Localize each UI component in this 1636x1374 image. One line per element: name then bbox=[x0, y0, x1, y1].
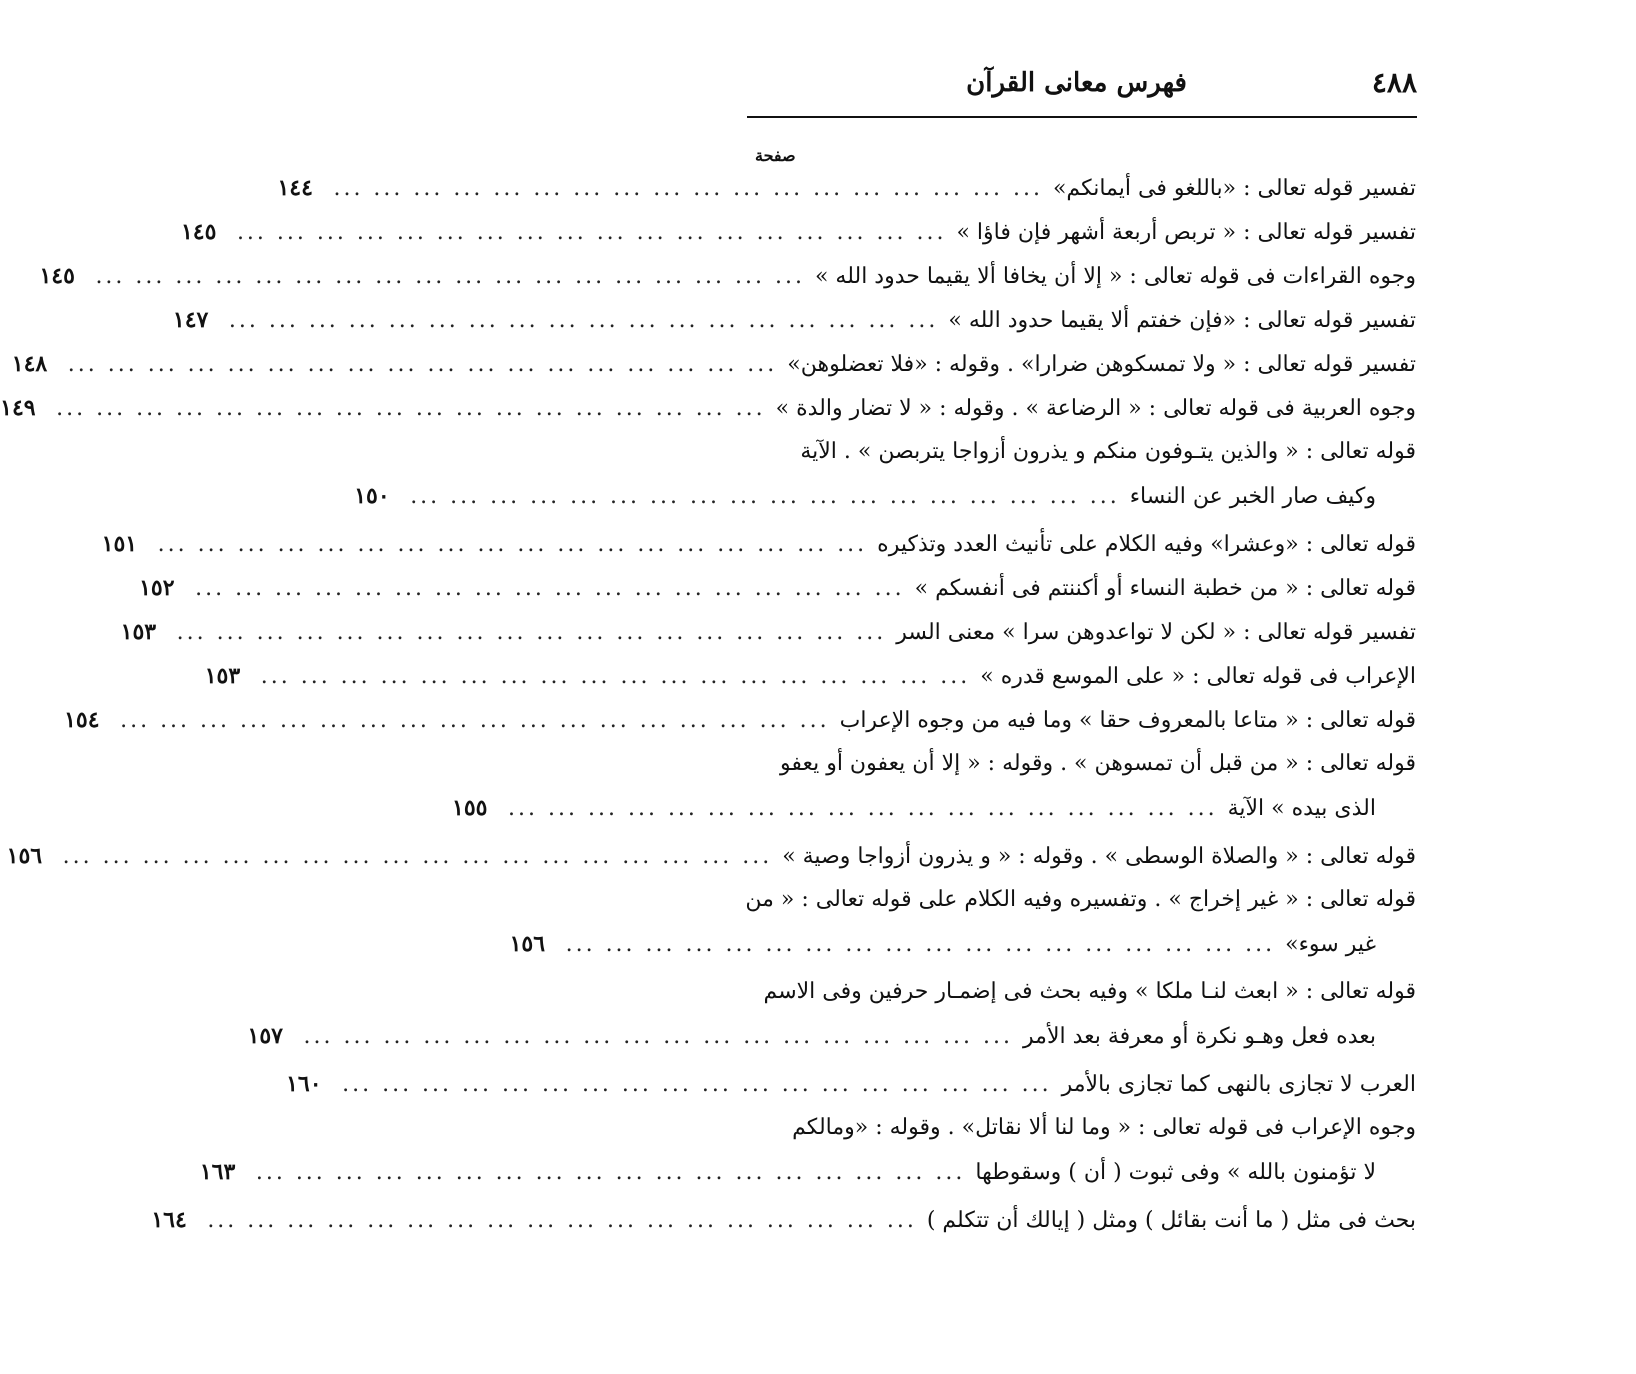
entry-text: لا تؤمنون بالله » وفى ثبوت ( أن ) وسقوطها bbox=[975, 1160, 1376, 1185]
index-entry bbox=[6, 834, 1416, 878]
entry-page-number: ١٥٦ bbox=[6, 843, 43, 869]
entry-text: تفسير قوله تعالى : «باللغو فى أيمانكم» bbox=[1052, 176, 1416, 201]
index-entry bbox=[452, 742, 1416, 834]
entry-text: قوله تعالى : «وعشرا» وفيه الكلام على تأنيث العدد وتذكيره bbox=[877, 532, 1416, 557]
leader-dots: ... ... ... ... ... ... ... ... ... ... ... ... ... ... ... ... ... ... bbox=[195, 576, 905, 601]
entry-text: الإعراب فى قوله تعالى : « على الموسع قدره » bbox=[980, 664, 1416, 689]
entry-page-number: ١٦٣ bbox=[199, 1159, 236, 1185]
leader-dots: ... ... ... ... ... ... ... ... ... ... ... ... ... ... ... ... ... ... bbox=[260, 664, 971, 689]
entry-line bbox=[745, 878, 1416, 922]
leader-dots: ... ... ... ... ... ... ... ... ... ... ... ... ... ... ... ... ... ... bbox=[228, 308, 939, 333]
index-entry bbox=[151, 1198, 1416, 1242]
index-entry bbox=[509, 878, 1416, 970]
entry-text: قوله تعالى : « غير إخراج » . وتفسيره وفيه الكلام على قوله تعالى : « من bbox=[745, 887, 1416, 912]
entry-page-number: ١٤٨ bbox=[11, 351, 48, 377]
entry-text: تفسير قوله تعالى : « لكن لا تواعدوهن سرا » معنى السر bbox=[896, 620, 1416, 645]
leader-dots: ... ... ... ... ... ... ... ... ... ... ... ... ... ... ... ... ... ... bbox=[236, 220, 947, 245]
index-entry bbox=[180, 210, 1416, 254]
page-header bbox=[751, 66, 1417, 110]
page-number: ٤٨٨ bbox=[1371, 66, 1417, 99]
index-entry bbox=[204, 654, 1416, 698]
entry-text: العرب لا تجازى بالنهى كما تجازى بالأمر bbox=[1061, 1072, 1416, 1097]
entry-continuation-line bbox=[509, 922, 1416, 966]
entry-text: غير سوء» bbox=[1285, 932, 1376, 957]
entry-text: قوله تعالى : « ابعث لنـا ملكا » وفيه بحث فى إضمـار حرفين وفى الاسم bbox=[763, 979, 1416, 1004]
entry-page-number: ١٥٧ bbox=[247, 1023, 283, 1049]
entry-text: وكيف صار الخبر عن النساء bbox=[1129, 484, 1376, 509]
entry-line bbox=[286, 1062, 1416, 1106]
leader-dots: ... ... ... ... ... ... ... ... ... ... ... ... ... ... ... ... ... ... bbox=[207, 1208, 917, 1233]
entry-text: بحث فى مثل ( ما أنت بقائل ) ومثل ( إيالك أن تتكلم ) bbox=[926, 1208, 1416, 1233]
entry-text: تفسير قوله تعالى : « تربص أربعة أشهر فإن فاؤا » bbox=[956, 220, 1416, 245]
entry-line bbox=[751, 1106, 1416, 1150]
entry-text: بعده فعل وهـو نكرة أو معرفة بعد الأمر bbox=[1023, 1024, 1376, 1049]
entry-page-number: ١٥١ bbox=[101, 531, 138, 557]
entry-page-number: ١٤٤ bbox=[277, 175, 313, 201]
entry-page-number: ١٥٣ bbox=[204, 663, 241, 689]
leader-dots: ... ... ... ... ... ... ... ... ... ... ... ... ... ... ... ... ... ... bbox=[56, 396, 766, 421]
leader-dots: ... ... ... ... ... ... ... ... ... ... ... ... ... ... ... ... ... ... bbox=[67, 352, 778, 377]
entry-line bbox=[751, 970, 1416, 1014]
leader-dots: ... ... ... ... ... ... ... ... ... ... ... ... ... ... ... ... ... ... bbox=[565, 932, 1276, 957]
entry-page-number: ١٥٠ bbox=[354, 483, 390, 509]
index-entry bbox=[120, 610, 1416, 654]
entry-text: وجوه العربية فى قوله تعالى : « الرضاعة » . وقوله : « لا تضار والدة » bbox=[775, 396, 1416, 421]
entry-line bbox=[751, 742, 1416, 786]
entry-text: قوله تعالى : « من قبل أن تمسوهن » . وقوله : « إلا أن يعفون أو يعفو bbox=[779, 751, 1416, 776]
entry-page-number: ١٥٤ bbox=[64, 707, 100, 733]
entry-text: قوله تعالى : « والذين يتـوفون منكم و يذرون أزواجا يتربصن » . الآية bbox=[800, 439, 1416, 464]
entry-continuation-line bbox=[354, 474, 1416, 518]
leader-dots: ... ... ... ... ... ... ... ... ... ... ... ... ... ... ... ... ... ... bbox=[410, 484, 1120, 509]
entry-text: تفسير قوله تعالى : «فإن خفتم ألا يقيما حدود الله » bbox=[948, 308, 1416, 333]
entry-page-number: ١٥٦ bbox=[509, 931, 546, 957]
leader-dots: ... ... ... ... ... ... ... ... ... ... ... ... ... ... ... ... ... ... bbox=[62, 844, 773, 869]
entry-line bbox=[751, 430, 1416, 474]
entry-line bbox=[64, 698, 1416, 742]
entry-page-number: ١٥٥ bbox=[452, 795, 488, 821]
leader-dots: ... ... ... ... ... ... ... ... ... ... ... ... ... ... ... ... ... ... bbox=[120, 708, 830, 733]
entry-line bbox=[277, 166, 1416, 210]
entry-line bbox=[151, 1198, 1416, 1242]
entry-line bbox=[6, 834, 1416, 878]
leader-dots: ... ... ... ... ... ... ... ... ... ... ... ... ... ... ... ... ... ... bbox=[303, 1024, 1014, 1049]
index-entry bbox=[64, 698, 1416, 742]
entry-page-number: ١٦٤ bbox=[151, 1207, 187, 1233]
index-entry bbox=[39, 254, 1416, 298]
header-rule bbox=[747, 116, 1417, 118]
leader-dots: ... ... ... ... ... ... ... ... ... ... ... ... ... ... ... ... ... ... bbox=[176, 620, 887, 645]
entry-page-number: ١٤٥ bbox=[180, 219, 217, 245]
entry-line bbox=[204, 654, 1416, 698]
entry-continuation-line bbox=[199, 1150, 1416, 1194]
index-entry bbox=[139, 566, 1416, 610]
entry-line bbox=[39, 254, 1416, 298]
index-entry bbox=[286, 1062, 1416, 1106]
leader-dots: ... ... ... ... ... ... ... ... ... ... ... ... ... ... ... ... ... ... bbox=[255, 1160, 966, 1185]
index-entry bbox=[354, 430, 1416, 522]
page-title: فهرس معانى القرآن bbox=[966, 68, 1187, 98]
entry-text: قوله تعالى : « والصلاة الوسطى » . وقوله : « و يذرون أزواجا وصية » bbox=[782, 844, 1416, 869]
index-entry bbox=[0, 386, 1416, 430]
entry-page-number: ١٥٢ bbox=[139, 575, 175, 601]
entry-line bbox=[120, 610, 1416, 654]
entry-text: وجوه القراءات فى قوله تعالى : « إلا أن يخافا ألا يقيما حدود الله » bbox=[814, 264, 1416, 289]
entry-page-number: ١٤٧ bbox=[172, 307, 209, 333]
entry-text: قوله تعالى : « متاعا بالمعروف حقا » وما فيه من وجوه الإعراب bbox=[839, 708, 1416, 733]
leader-dots: ... ... ... ... ... ... ... ... ... ... ... ... ... ... ... ... ... ... bbox=[333, 176, 1043, 201]
leader-dots: ... ... ... ... ... ... ... ... ... ... ... ... ... ... ... ... ... ... bbox=[508, 796, 1218, 821]
entry-line bbox=[0, 386, 1416, 430]
index-entry bbox=[247, 970, 1416, 1062]
leader-dots: ... ... ... ... ... ... ... ... ... ... ... ... ... ... ... ... ... ... bbox=[342, 1072, 1052, 1097]
index-entry bbox=[101, 522, 1416, 566]
leader-dots: ... ... ... ... ... ... ... ... ... ... ... ... ... ... ... ... ... ... bbox=[95, 264, 805, 289]
entry-text: قوله تعالى : « من خطبة النساء أو أكننتم فى أنفسكم » bbox=[914, 576, 1416, 601]
index-entry bbox=[172, 298, 1416, 342]
leader-dots: ... ... ... ... ... ... ... ... ... ... ... ... ... ... ... ... ... ... bbox=[157, 532, 868, 557]
entry-text: وجوه الإعراب فى قوله تعالى : « وما لنا ألا نقاتل» . وقوله : «ومالكم bbox=[792, 1115, 1416, 1140]
index-entry bbox=[11, 342, 1416, 386]
entry-line bbox=[172, 298, 1416, 342]
entry-page-number: ١٦٠ bbox=[286, 1071, 322, 1097]
entry-line bbox=[180, 210, 1416, 254]
entry-line bbox=[11, 342, 1416, 386]
entry-line bbox=[139, 566, 1416, 610]
index-entry bbox=[199, 1106, 1416, 1198]
entry-continuation-line bbox=[247, 1014, 1416, 1058]
entry-text: تفسير قوله تعالى : « ولا تمسكوهن ضرارا» . وقوله : «فلا تعضلوهن» bbox=[787, 352, 1416, 377]
entry-page-number: ١٥٣ bbox=[120, 619, 157, 645]
index-entries bbox=[0, 166, 1416, 1242]
page-column-label: صفحة bbox=[755, 146, 796, 165]
entry-continuation-line bbox=[452, 786, 1416, 830]
entry-line bbox=[101, 522, 1416, 566]
index-entry bbox=[277, 166, 1416, 210]
entry-text: الذى بيده » الآية bbox=[1227, 796, 1376, 821]
entry-page-number: ١٤٩ bbox=[0, 395, 36, 421]
entry-page-number: ١٤٥ bbox=[39, 263, 75, 289]
